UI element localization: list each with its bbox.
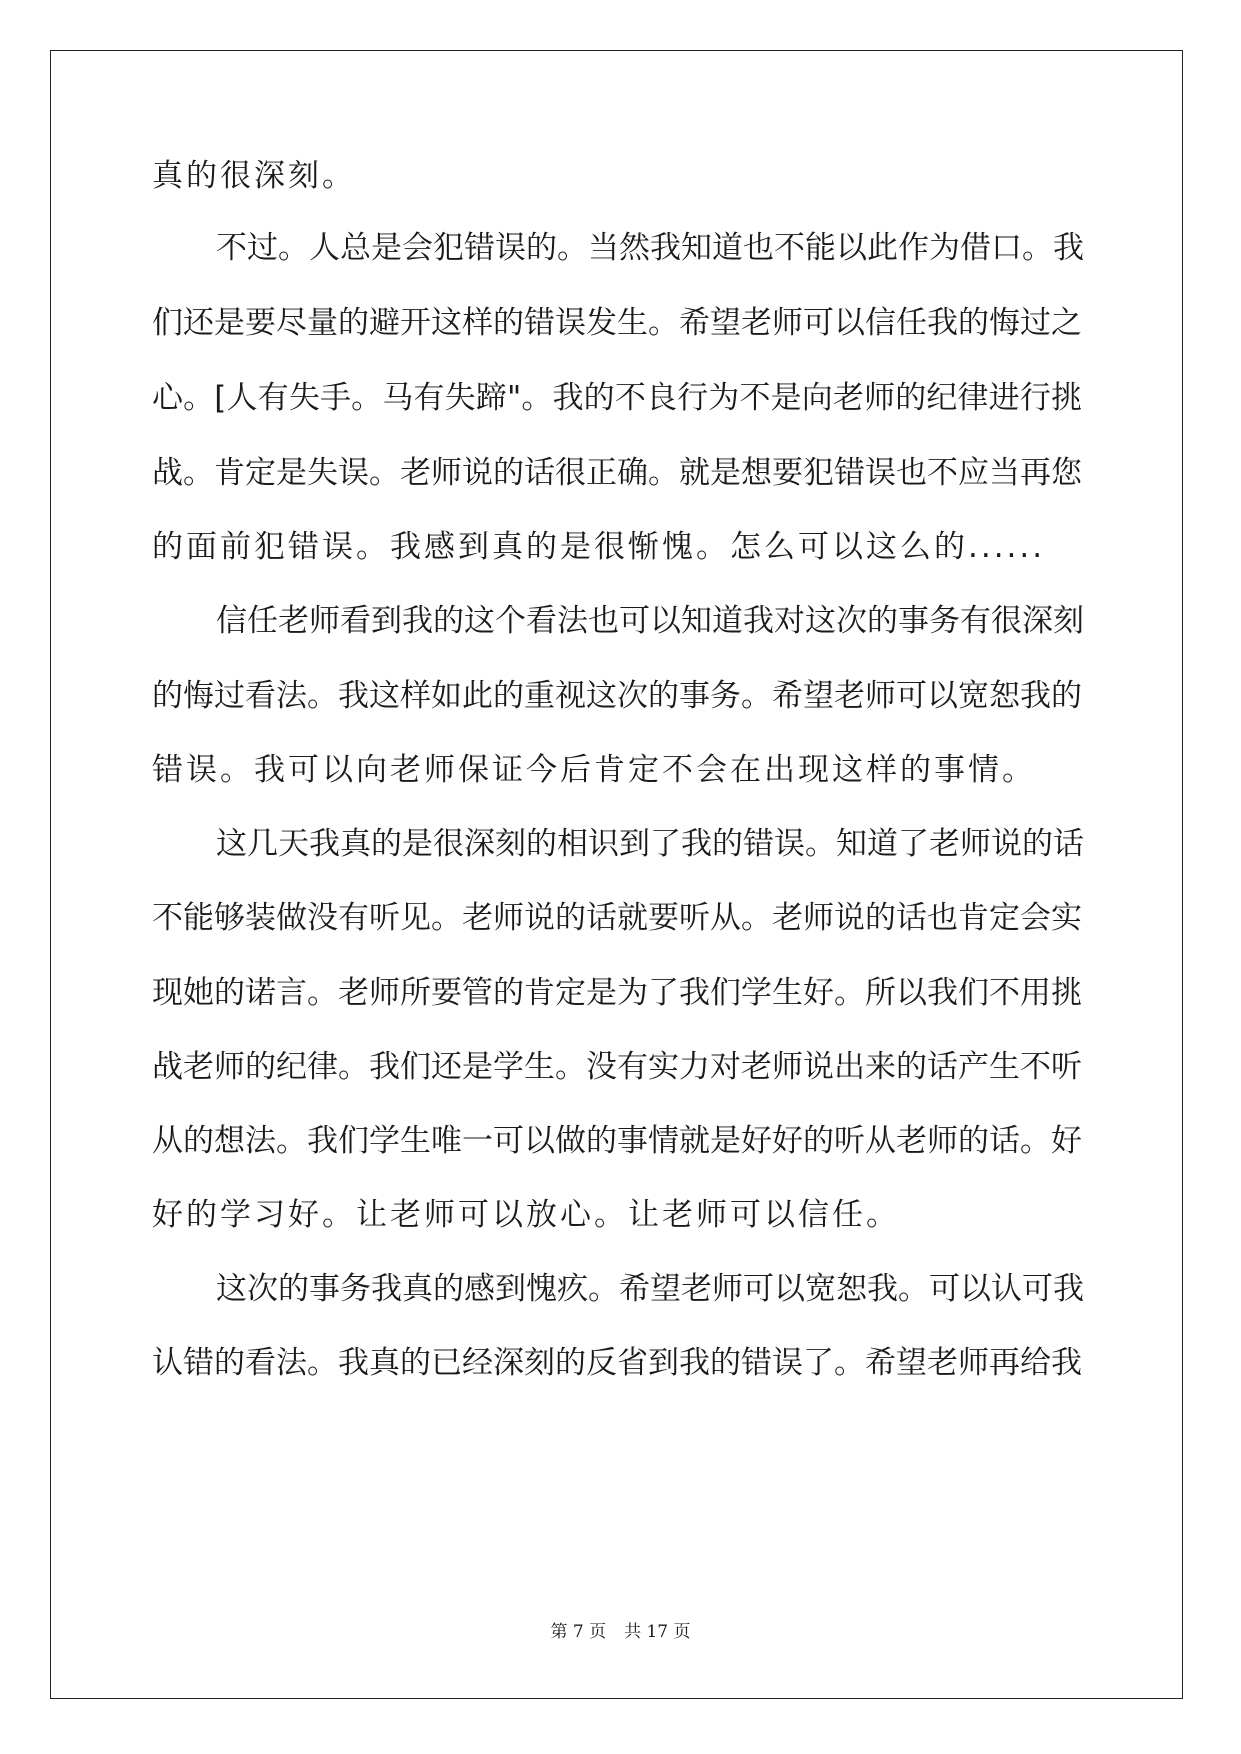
text-line: 从的想法。我们学生唯一可以做的事情就是好好的听从老师的话。好 bbox=[152, 1123, 1082, 1159]
text-line: 现她的诺言。老师所要管的肯定是为了我们学生好。所以我们不用挑 bbox=[152, 975, 1082, 1011]
text-line: 的悔过看法。我这样如此的重视这次的事务。希望老师可以宽恕我的 bbox=[152, 678, 1082, 714]
total-pages-label: 共 17 页 bbox=[624, 1622, 691, 1642]
current-page-label: 第 7 页 bbox=[550, 1622, 607, 1642]
text-line: 好的学习好。让老师可以放心。让老师可以信任。 bbox=[152, 1197, 900, 1233]
page-border bbox=[50, 50, 1183, 1699]
paragraph-first-line: 不过。人总是会犯错误的。当然我知道也不能以此作为借口。我 bbox=[216, 230, 1084, 266]
text-line: 认错的看法。我真的已经深刻的反省到我的错误了。希望老师再给我 bbox=[152, 1345, 1082, 1381]
text-line: 真的很深刻。 bbox=[152, 158, 356, 194]
text-line: 战老师的纪律。我们还是学生。没有实力对老师说出来的话产生不听 bbox=[152, 1049, 1082, 1085]
page-footer bbox=[0, 1620, 1241, 1644]
paragraph-first-line: 这次的事务我真的感到愧疚。希望老师可以宽恕我。可以认可我 bbox=[216, 1271, 1084, 1307]
text-line: 错误。我可以向老师保证今后肯定不会在出现这样的事情。 bbox=[152, 752, 1036, 788]
text-line: 不能够装做没有听见。老师说的话就要听从。老师说的话也肯定会实 bbox=[152, 900, 1082, 936]
text-line: 战。肯定是失误。老师说的话很正确。就是想要犯错误也不应当再您 bbox=[152, 455, 1082, 491]
paragraph-first-line: 这几天我真的是很深刻的相识到了我的错误。知道了老师说的话 bbox=[216, 826, 1084, 862]
text-line: 们还是要尽量的避开这样的错误发生。希望老师可以信任我的悔过之 bbox=[152, 305, 1082, 341]
text-line: 的面前犯错误。我感到真的是很惭愧。怎么可以这么的...... bbox=[152, 529, 1046, 565]
text-line: 心。[人有失手。马有失蹄"。我的不良行为不是向老师的纪律进行挑 bbox=[152, 380, 1082, 416]
paragraph-first-line: 信任老师看到我的这个看法也可以知道我对这次的事务有很深刻 bbox=[216, 603, 1084, 639]
